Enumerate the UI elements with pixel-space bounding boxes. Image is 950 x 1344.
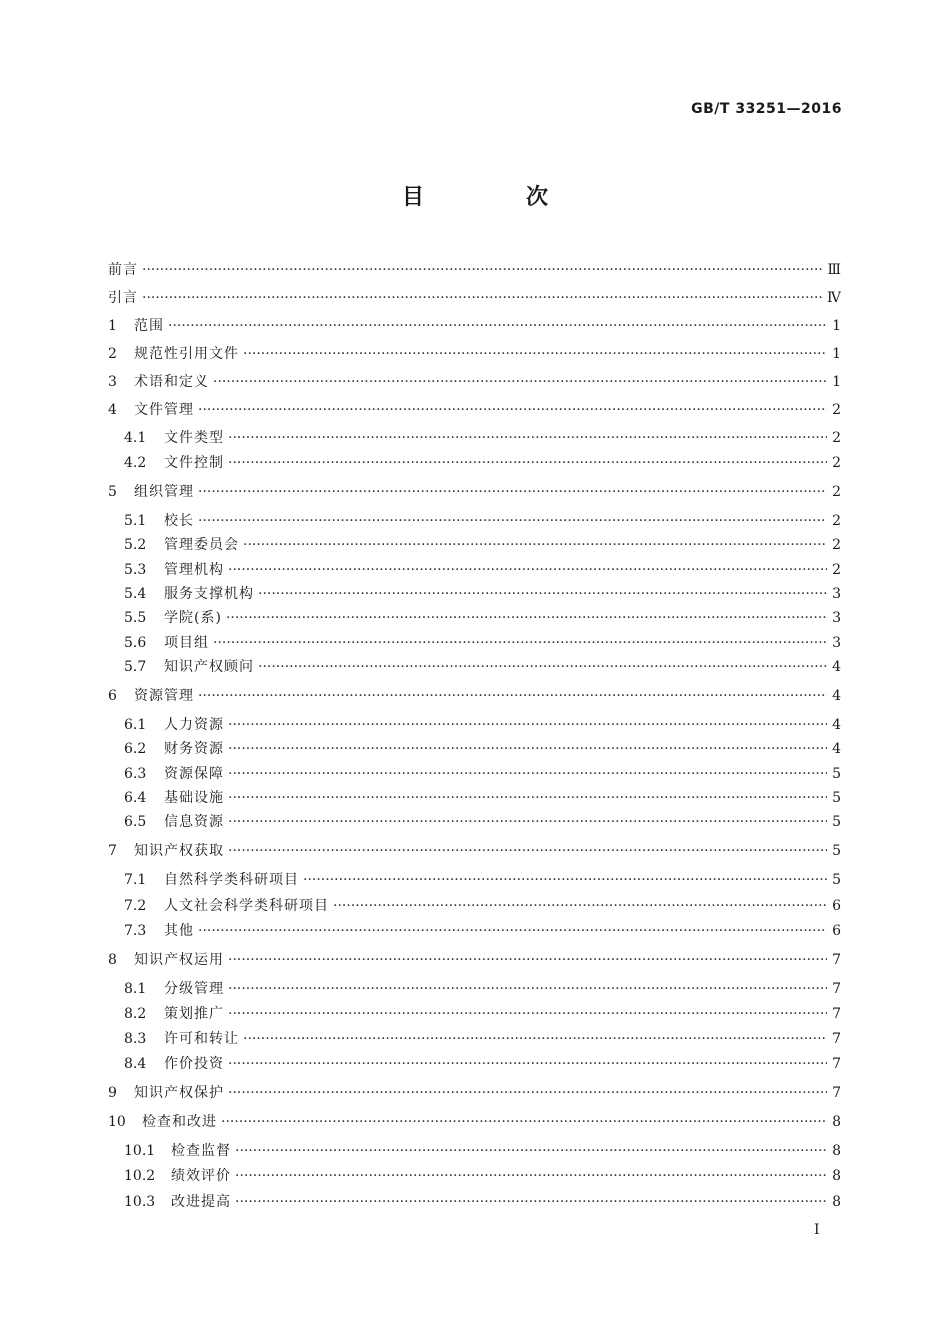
toc-entry[interactable] [108,686,841,706]
toc-entry-label: 知识产权顾问 [164,659,254,675]
toc-leader-dots [198,686,827,706]
toc-leader-dots [333,896,827,916]
toc-entry-label: 管理机构 [164,562,224,578]
toc-entry[interactable] [124,870,841,890]
toc-entry[interactable] [124,1166,841,1186]
toc-leader-dots [228,788,827,808]
toc-entry[interactable] [108,1083,841,1103]
toc-entry-page: 6 [832,898,841,914]
toc-entry-number: 8 [108,952,117,968]
toc-entry-number: 2 [108,346,117,362]
toc-entry-number: 5.3 [124,562,147,578]
toc-entry-page: 5 [832,790,841,806]
toc-entry-number: 10 [108,1114,126,1130]
toc-entry-page: 1 [832,346,841,362]
toc-entry-label: 策划推广 [164,1006,224,1022]
toc-entry[interactable] [124,896,841,916]
toc-entry-label: 检查和改进 [142,1114,217,1130]
toc-leader-dots [228,715,827,735]
toc-entry-label: 校长 [164,513,194,529]
toc-entry-number: 10.3 [124,1194,156,1210]
toc-entry[interactable] [124,1192,841,1212]
toc-entry-number: 5.5 [124,610,147,626]
toc-leader-dots [228,979,827,999]
toc-entry[interactable] [124,921,841,941]
toc-entry-number: 7 [108,843,117,859]
toc-entry-label: 作价投资 [164,1056,224,1072]
toc-entry-page: 2 [832,430,841,446]
toc-entry-page: 5 [832,766,841,782]
toc-entry[interactable] [124,608,841,628]
toc-entry-page: 2 [832,402,841,418]
toc-leader-dots [243,1029,827,1049]
toc-entry-label: 人力资源 [164,717,224,733]
toc-entry-number: 6.1 [124,717,147,733]
toc-entry-page: 4 [832,659,841,675]
toc-entry[interactable] [124,633,841,653]
toc-entry-label: 资源保障 [164,766,224,782]
toc-leader-dots [221,1112,827,1132]
toc-leader-dots [235,1141,827,1161]
toc-entry-label: 学院(系) [164,610,222,626]
toc-entry-page: 7 [832,1056,841,1072]
toc-entry-page: 1 [832,318,841,334]
toc-leader-dots [226,608,827,628]
toc-entry[interactable] [124,511,841,531]
toc-leader-dots [235,1166,827,1186]
toc-entry-number: 4.1 [124,430,147,446]
toc-entry[interactable] [124,979,841,999]
toc-entry-label: 术语和定义 [134,374,209,390]
toc-leader-dots [303,870,827,890]
toc-entry-number: 10.2 [124,1168,156,1184]
toc-entry-page: Ⅲ [827,262,841,278]
toc-entry-label: 信息资源 [164,814,224,830]
toc-entry-number: 4.2 [124,455,147,471]
toc-entry-label: 绩效评价 [171,1168,231,1184]
toc-entry-label: 其他 [164,923,194,939]
toc-entry-page: 2 [832,562,841,578]
toc-entry-page: 4 [832,688,841,704]
toc-entry[interactable] [108,316,841,336]
toc-leader-dots [243,535,827,555]
toc-leader-dots [228,950,827,970]
toc-entry[interactable] [124,812,841,832]
toc-leader-dots [228,1054,827,1074]
toc-entry-label: 引言 [108,290,138,306]
toc-entry-page: 8 [832,1194,841,1210]
toc-leader-dots [228,739,827,759]
toc-entry-page: 3 [832,635,841,651]
toc-entry-number: 8.2 [124,1006,147,1022]
toc-leader-dots [168,316,827,336]
toc-entry-number: 1 [108,318,117,334]
toc-entry[interactable] [108,950,841,970]
toc-entry-page: 7 [832,1031,841,1047]
toc-entry[interactable] [108,260,841,280]
toc-entry-number: 5.6 [124,635,147,651]
toc-entry-page: 7 [832,952,841,968]
toc-entry[interactable] [124,1141,841,1161]
toc-entry-page: 4 [832,741,841,757]
toc-entry-page: 2 [832,537,841,553]
toc-entry-number: 8.4 [124,1056,147,1072]
toc-entry-label: 文件类型 [164,430,224,446]
toc-entry[interactable] [108,400,841,420]
toc-entry[interactable] [124,1004,841,1024]
toc-entry[interactable] [124,788,841,808]
toc-leader-dots [228,1083,827,1103]
toc-leader-dots [228,812,827,832]
toc-entry-label: 知识产权运用 [134,952,224,968]
toc-entry-label: 人文社会科学类科研项目 [164,898,329,914]
toc-entry-label: 服务支撑机构 [164,586,254,602]
toc-entry-page: 7 [832,1085,841,1101]
toc-entry[interactable] [124,428,841,448]
toc-entry-page: 2 [832,513,841,529]
toc-entry-label: 分级管理 [164,981,224,997]
toc-entry-label: 范围 [134,318,164,334]
toc-entry-label: 文件管理 [134,402,194,418]
toc-entry[interactable] [108,288,841,308]
toc-entry[interactable] [124,657,841,677]
toc-entry-page: 3 [832,610,841,626]
footer-page-number: I [814,1222,820,1238]
toc-entry[interactable] [108,482,841,502]
toc-entry-label: 检查监督 [171,1143,231,1159]
toc-leader-dots [213,633,827,653]
toc-entry-label: 前言 [108,262,138,278]
toc-entry-number: 5 [108,484,117,500]
toc-entry-page: 4 [832,717,841,733]
toc-entry-label: 组织管理 [134,484,194,500]
toc-entry-page: 8 [832,1114,841,1130]
toc-entry-label: 自然科学类科研项目 [164,872,299,888]
toc-entry-number: 4 [108,402,117,418]
toc-leader-dots [142,288,823,308]
page-title: 目 次 [401,185,588,210]
toc-entry-number: 7.2 [124,898,147,914]
toc-leader-dots [228,764,827,784]
toc-entry[interactable] [124,739,841,759]
toc-entry-page: 6 [832,923,841,939]
toc-leader-dots [198,400,827,420]
toc-entry-number: 5.2 [124,537,147,553]
toc-leader-dots [235,1192,827,1212]
toc-leader-dots [198,482,827,502]
toc-entry-label: 许可和转让 [164,1031,239,1047]
toc-leader-dots [228,841,827,861]
toc-entry-page: 1 [832,374,841,390]
toc-entry[interactable] [124,1054,841,1074]
toc-entry-page: Ⅳ [827,290,841,306]
toc-entry-number: 10.1 [124,1143,156,1159]
toc-leader-dots [243,344,827,364]
toc-entry[interactable] [124,584,841,604]
toc-leader-dots [228,453,827,473]
toc-entry-page: 3 [832,586,841,602]
toc-entry-label: 财务资源 [164,741,224,757]
toc-entry-page: 8 [832,1168,841,1184]
toc-entry-number: 6.5 [124,814,147,830]
toc-entry-number: 3 [108,374,117,390]
toc-leader-dots [228,428,827,448]
toc-entry-page: 7 [832,1006,841,1022]
toc-entry-label: 规范性引用文件 [134,346,239,362]
toc-entry-number: 5.1 [124,513,147,529]
toc-entry-page: 2 [832,484,841,500]
toc-entry-label: 管理委员会 [164,537,239,553]
toc-entry-number: 5.4 [124,586,147,602]
toc-entry-label: 文件控制 [164,455,224,471]
toc-entry-number: 6.4 [124,790,147,806]
toc-leader-dots [228,560,827,580]
toc-entry-number: 8.1 [124,981,147,997]
toc-entry[interactable] [124,1029,841,1049]
toc-entry-number: 8.3 [124,1031,147,1047]
toc-entry-label: 改进提高 [171,1194,231,1210]
toc-entry-page: 7 [832,981,841,997]
toc-leader-dots [142,260,823,280]
toc-entry[interactable] [124,535,841,555]
toc-entry-label: 基础设施 [164,790,224,806]
toc-entry[interactable] [108,1112,841,1132]
toc-entry[interactable] [124,715,841,735]
toc-entry-page: 5 [832,814,841,830]
toc-entry[interactable] [108,372,841,392]
toc-entry-label: 知识产权获取 [134,843,224,859]
standard-code: GB/T 33251—2016 [691,101,842,117]
toc-entry-page: 2 [832,455,841,471]
toc-entry-number: 7.1 [124,872,147,888]
toc-entry-number: 7.3 [124,923,147,939]
toc-entry-number: 6.3 [124,766,147,782]
toc-entry[interactable] [124,764,841,784]
toc-leader-dots [198,511,827,531]
toc-entry-page: 8 [832,1143,841,1159]
toc-leader-dots [213,372,827,392]
toc-leader-dots [198,921,827,941]
toc-leader-dots [258,657,827,677]
toc-entry[interactable] [108,344,841,364]
toc-entry-label: 项目组 [164,635,209,651]
toc-entry-page: 5 [832,872,841,888]
toc-entry[interactable] [124,560,841,580]
toc-entry[interactable] [124,453,841,473]
toc-leader-dots [258,584,827,604]
toc-entry-label: 资源管理 [134,688,194,704]
toc-entry-page: 5 [832,843,841,859]
toc-entry-number: 5.7 [124,659,147,675]
toc-leader-dots [228,1004,827,1024]
toc-entry-number: 6.2 [124,741,147,757]
toc-entry-number: 9 [108,1085,117,1101]
toc-entry-label: 知识产权保护 [134,1085,224,1101]
toc-entry-number: 6 [108,688,117,704]
toc-entry[interactable] [108,841,841,861]
